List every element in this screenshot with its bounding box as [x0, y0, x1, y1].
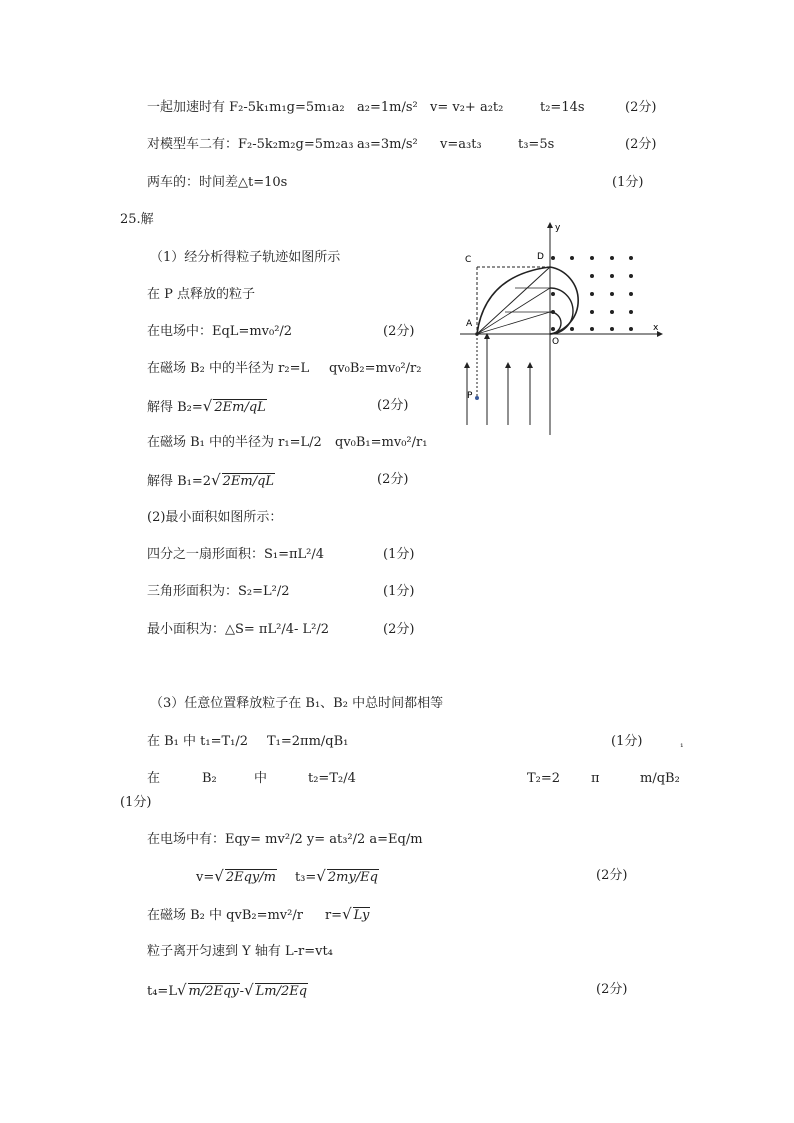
- velocity-expression: v=√ 2Eqy/m t₃=√ 2my/Eq: [196, 867, 378, 885]
- b1-period: T₁=2πm/qB₁: [267, 734, 349, 749]
- b2-force: qv₀B₂=mv₀²/r₂: [329, 361, 422, 376]
- t4-sqrt-2: Lm/2Eq: [255, 984, 308, 999]
- label-c: C: [465, 255, 472, 265]
- line-3-time-diff: 两车的：时间差△t=10s: [147, 175, 288, 190]
- question-25-heading: 25.解: [120, 212, 154, 227]
- velocity-sqrt: 2Eqy/m: [225, 870, 276, 885]
- b1-solution-score: (2分): [377, 472, 409, 487]
- b2-time-score: (1分): [120, 795, 152, 810]
- line-3-score: (1分): [612, 175, 644, 190]
- line-1-velocity: v= v₂+ a₂t₂: [430, 100, 504, 115]
- t4-prefix: t₄=L: [147, 984, 177, 999]
- b2-line-word-mid: 中: [254, 771, 268, 786]
- radius-prefix: r=: [324, 908, 343, 923]
- t3-sqrt: 2my/Eq: [327, 870, 378, 885]
- magnetic-field-dots: [551, 256, 633, 331]
- electric-field-energy: 在电场中：EqL=mv₀²/2: [147, 324, 293, 339]
- b1-solution: 解得 B₁=2√ 2Em/qL: [147, 471, 275, 489]
- b2-radius-general-text: 在磁场 B₂ 中 qvB₂=mv²/r: [147, 908, 303, 923]
- part-3-heading: （3）任意位置释放粒子在 B₁、B₂ 中总时间都相等: [150, 696, 444, 711]
- y-axis-label: y: [555, 223, 561, 233]
- b1-time: 在 B₁ 中 t₁=T₁/2: [147, 734, 249, 749]
- triangle-area-score: (1分): [383, 584, 415, 599]
- line-2-velocity: v=a₃t₃: [440, 137, 482, 152]
- b2-radius: 在磁场 B₂ 中的半径为 r₂=L: [147, 361, 310, 376]
- line-2-score: (2分): [625, 137, 657, 152]
- label-o: O: [552, 337, 560, 347]
- label-d: D: [537, 252, 544, 262]
- b1-solution-sqrt: 2Em/qL: [222, 474, 275, 489]
- b2-radius-general: 在磁场 B₂ 中 qvB₂=mv²/r r=√ Ly: [147, 905, 370, 923]
- t4-expression: t₄=L√ m/2Eqy-√ Lm/2Eq: [147, 981, 308, 999]
- b2-line-word-in: 在: [147, 771, 161, 786]
- t4-score: (2分): [596, 982, 628, 997]
- line-a-mid1: [477, 288, 550, 334]
- triangle-area: 三角形面积为：S₂=L²/2: [147, 584, 290, 599]
- velocity-prefix: v=: [196, 870, 215, 885]
- b1-time-score: (1分): [611, 734, 643, 749]
- point-p: [475, 396, 479, 400]
- b1-radius: 在磁场 B₁ 中的半径为 r₁=L/2: [147, 435, 322, 450]
- label-p: P: [467, 391, 473, 401]
- part-2-heading: (2)最小面积如图所示：: [147, 510, 283, 525]
- x-axis-label: x: [653, 323, 659, 333]
- line-2-equation: 对模型车二有：F₂-5k₂m₂g=5m₂a₃: [147, 137, 354, 152]
- b1-time-tail: ₁: [680, 740, 684, 750]
- point-a: [475, 332, 479, 336]
- b2-solution-sqrt: 2Em/qL: [214, 400, 266, 415]
- minimum-area-score: (2分): [383, 622, 415, 637]
- b2-period-part2: m/qB₂: [640, 771, 680, 786]
- b1-solution-prefix: 解得 B₁=2: [147, 474, 212, 489]
- part-1-point-p: 在 P 点释放的粒子: [147, 287, 256, 302]
- label-a: A: [466, 319, 473, 329]
- line-a-mid2: [477, 312, 550, 334]
- t3-prefix: t₃=: [294, 870, 317, 885]
- line-1-accel: a₂=1m/s²: [357, 100, 418, 115]
- b2-period-part1: T₂=2: [527, 771, 561, 786]
- b2-solution-score: (2分): [377, 398, 409, 413]
- b1-force: qv₀B₁=mv₀²/r₁: [335, 435, 428, 450]
- line-2-accel: a₃=3m/s²: [357, 137, 418, 152]
- b2-solution-prefix: 解得 B₂=: [147, 400, 203, 415]
- line-1-time: t₂=14s: [540, 100, 585, 115]
- uniform-motion: 粒子离开匀速到 Y 轴有 L-r=vt₄: [147, 944, 333, 959]
- velocity-score: (2分): [596, 868, 628, 883]
- line-2-time: t₃=5s: [518, 137, 555, 152]
- b2-time: t₂=T₂/4: [308, 771, 356, 786]
- electric-field-score: (2分): [383, 324, 415, 339]
- sector-area: 四分之一扇形面积：S₁=πL²/4: [147, 547, 325, 562]
- part-1-heading: （1）经分析得粒子轨迹如图所示: [150, 250, 341, 265]
- line-1-equation: 一起加速时有 F₂-5k₁m₁g=5m₁a₂: [147, 100, 345, 115]
- b2-line-field: B₂: [202, 771, 217, 786]
- b2-solution: 解得 B₂=√ 2Em/qL: [147, 397, 266, 415]
- radius-sqrt: Ly: [353, 908, 370, 923]
- field-equations: 在电场中有：Eqy= mv²/2 y= at₃²/2 a=Eq/m: [147, 832, 423, 847]
- t4-minus: -: [239, 984, 245, 999]
- b2-period-pi: π: [591, 771, 600, 786]
- trajectory-figure: [455, 220, 665, 440]
- line-1-score: (2分): [625, 100, 657, 115]
- minimum-area: 最小面积为：△S= πL²/4- L²/2: [147, 622, 329, 637]
- sector-area-score: (1分): [383, 547, 415, 562]
- trajectory-loop-1: [550, 267, 578, 334]
- t4-sqrt-1: m/2Eqy: [188, 984, 239, 999]
